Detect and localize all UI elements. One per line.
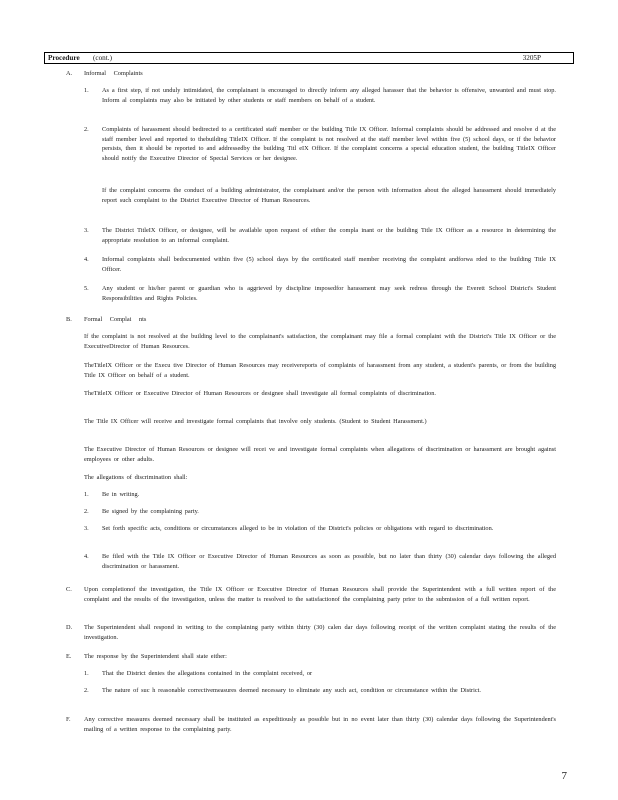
list-item-text: Be signed by the complaining party. [102,508,199,515]
continued-label: (cont.) [93,54,112,62]
list-item-number: 2. [84,687,89,694]
list-item-number: 3. [84,525,89,532]
list-item-text: Set forth specific acts, conditions or circumstances alleged to be in violation of the District's policies or obligations with regard to discrimination. [102,525,494,532]
section-f-letter: F. [66,716,71,723]
section-b-title: Formal Complai nts [84,316,147,323]
paragraph: TheTitleIX Officer or Executive Director of Human Resources or designee shall investigate all formal complaints of discrimination. [84,390,436,397]
list-item-text: Complaints of harassment should bedirected to a certificated staff member or the building Title IX Officer. Informal complaints should be addressed and resolve d at the staff member level and reported to thebuilding TitleIX Officer. If the complaint is not resolved at the staff member level within five (5) school days, or if the behavior persists, then it should be reported to and addressedby the building Titl eIX Officer. If the complaint concerns a special education student, the building TitleIX Officer should notify the Executive Director of Special Services or her designee. [102,126,556,162]
section-a-letter: A. [66,70,73,77]
list-item-number: 2. [84,508,89,515]
list-item-number: 3. [84,227,89,234]
list-item-text: That the District denies the allegations contained in the complaint received, or [102,670,313,677]
list-item-text: As a first step, if not unduly intimidated, the complainant is encouraged to directly inform any alleged harasser that the behavior is offensive, unwanted and must stop. Inform al complaints may also be initiated by other students or staff members on behalf of a student. [102,87,556,104]
procedure-code: 3205P [522,54,541,62]
section-c-letter: C. [66,586,72,593]
procedure-header-bar [44,52,574,64]
section-a-title: Informal Complaints [84,70,143,77]
page-number: 7 [561,770,567,782]
list-item-text: Any student or his/her parent or guardian who is aggrieved by discipline imposedfor harassment may seek redress through the Everett School District's Student Responsibilities and Rights Policies. [102,285,556,302]
section-e-letter: E. [66,653,72,660]
list-item-number: 4. [84,553,89,560]
list-item-number: 4. [84,256,89,263]
list-item-text: Be in writing. [102,491,140,498]
section-d-letter: D. [66,624,73,631]
list-item-number: 1. [84,670,89,677]
list-item-text: The nature of suc h reasonable correctivemeasures deemed necessary to eliminate any such act, condition or circumstance within the District. [102,687,481,694]
list-item-number: 1. [84,87,89,94]
paragraph: The Executive Director of Human Resources or designee will recei ve and investigate formal complaints when allegations of discrimination or harassment are brought against employees or other adults. [84,446,556,463]
list-item-text: Informal complaints shall bedocumented within five (5) school days by the certificated staff member receiving the complaint andforwa rded to the building Title IX Officer. [102,256,556,273]
paragraph: If the complaint is not resolved at the building level to the complainant's satisfaction, the complainant may file a formal complaint with the District's Title IX Officer or the ExecutiveDirector of Human Resources. [84,333,556,350]
procedure-label: Procedure [48,54,80,62]
section-b-letter: B. [66,316,72,323]
list-item-number: 5. [84,285,89,292]
paragraph: The Title IX Officer will receive and investigate formal complaints that involve only students. (Student to Student Harassment.) [84,418,427,425]
list-item-number: 1. [84,491,89,498]
paragraph: If the complaint concerns the conduct of a building administrator, the complainant and/or the person with information about the alleged harassment should immediately report such complaint to the District Executive Director of Human Resources. [102,187,556,204]
paragraph: Upon completionof the investigation, the Title IX Officer or Executive Director of Human Resources shall provide the Superintendent with a full written report of the complaint and the results of the investigation, unless the matter is resolved to the satisfactionof the complaining party prior to the submission of a full written report. [84,586,556,603]
paragraph: Any corrective measures deemed necessary shall be instituted as expeditiously as possible but in no event later than thirty (30) calendar days following the Superintendent's mailing of a written response to the complaining party. [84,716,556,733]
list-item-number: 2. [84,126,89,133]
paragraph: TheTitleIX Officer or the Execu tive Director of Human Resources may receivereports of complaints of harassment from any student, a student's parents, or from the building Title IX Officer on behalf of a student. [84,362,556,379]
paragraph: The Superintendent shall respond in writing to the complaining party within thirty (30) calen dar days following receipt of the written complaint stating the results of the investigation. [84,624,556,641]
paragraph: The allegations of discrimination shall: [84,474,188,481]
list-item-text: Be filed with the Title IX Officer or Executive Director of Human Resources as soon as possible, but no later than thirty (30) calendar days following the alleged discrimination or harassment. [102,553,556,570]
list-item-text: The District TitleIX Officer, or designee, will be available upon request of either the compla inant or the building Title IX Officer as a resource in determining the appropriate resolution to an informal complaint. [102,227,556,244]
paragraph: The response by the Superintendent shall state either: [84,653,227,660]
